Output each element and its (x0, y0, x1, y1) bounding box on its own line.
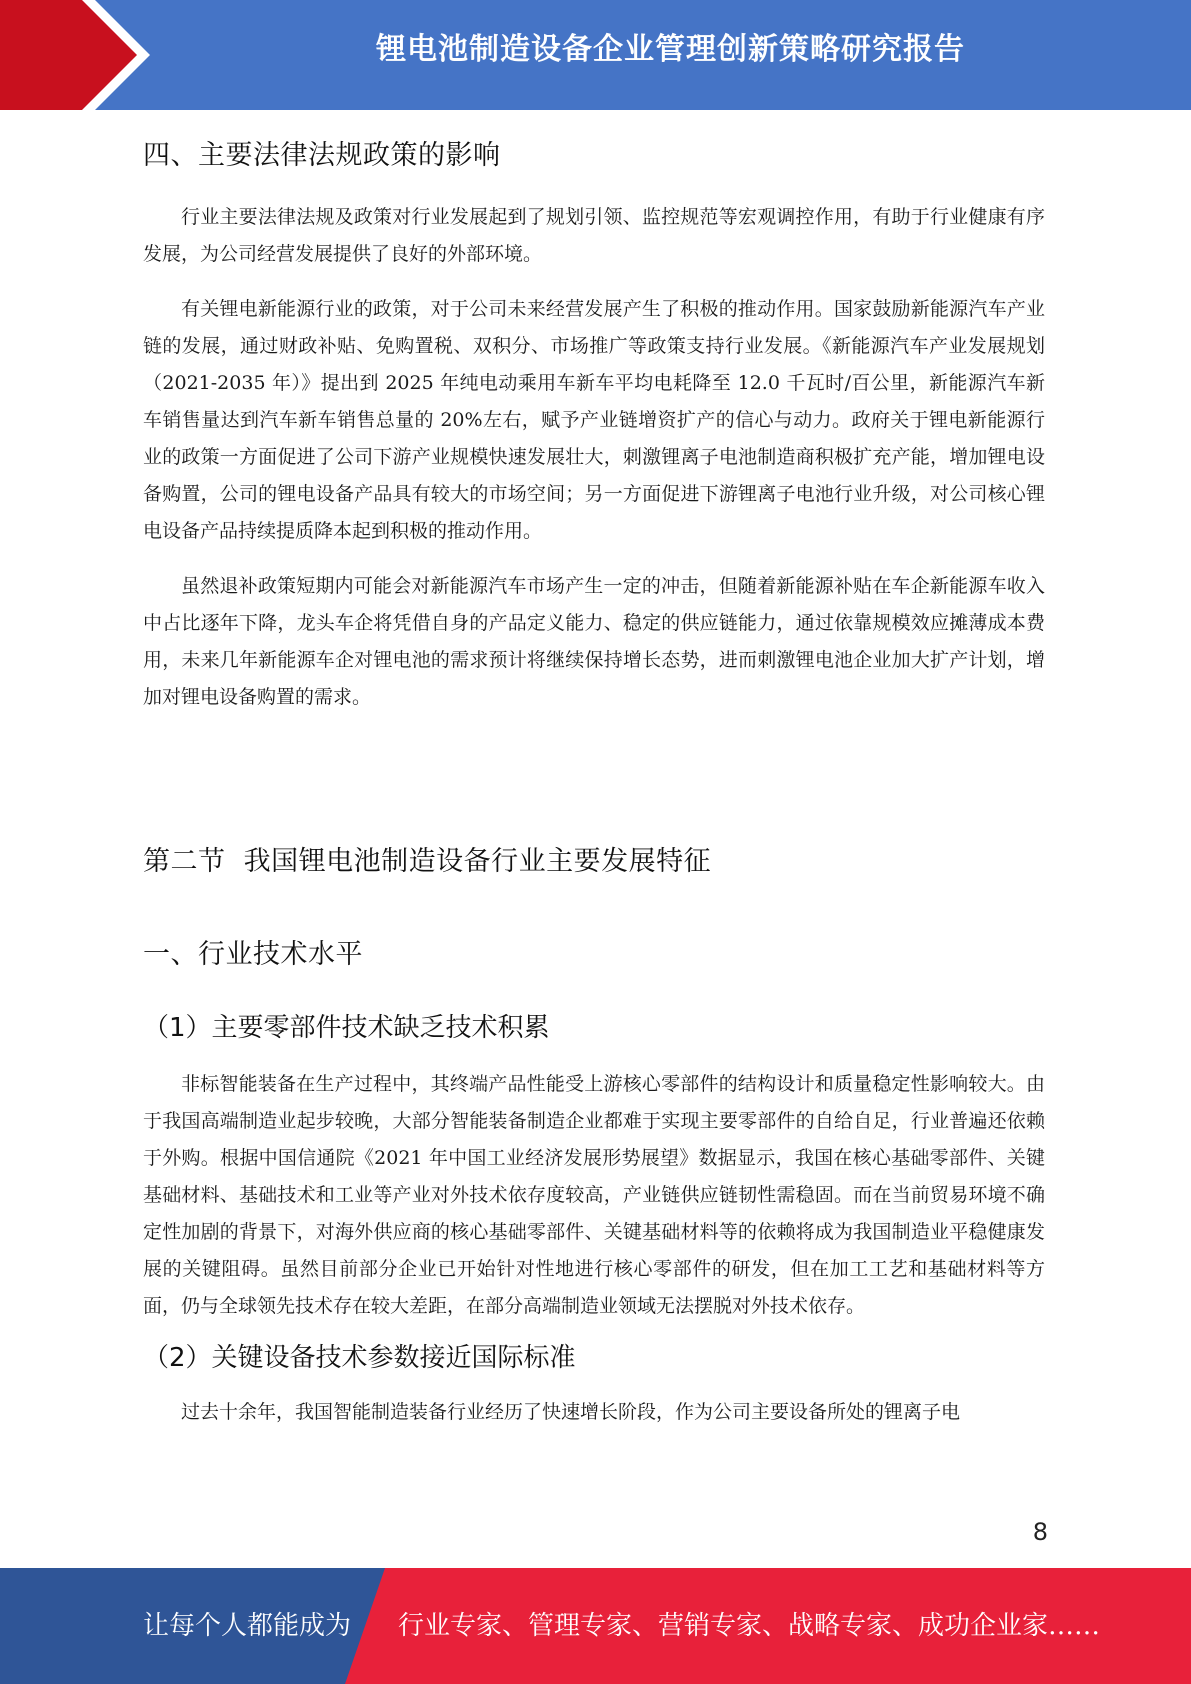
section-heading-tech-level: 一、行业技术水平 (143, 939, 363, 970)
paragraph: 行业主要法律法规及政策对行业发展起到了规划引领、监控规范等宏观调控作用，有助于行业健康有序发展，为公司经营发展提供了良好的外部环境。 (143, 206, 1045, 265)
report-title: 锂电池制造设备企业管理创新策略研究报告 (376, 32, 965, 67)
chapter-heading: 第二节 我国锂电池制造设备行业主要发展特征 (143, 846, 712, 877)
section-heading-policy-impact: 四、主要法律法规政策的影响 (143, 140, 501, 171)
paragraph: 非标智能装备在生产过程中，其终端产品性能受上游核心零部件的结构设计和质量稳定性影响较大。由于我国高端制造业起步较晚，大部分智能装备制造企业都难于实现主要零部件的自给自足，行业普遍还依赖于外购。根据中国信通院《2021 年中国工业经济发展形势展望》数据显示，我国在核心基础零部件、关键基础材料、基础技术和工业等产业对外技术依存度较高，产业链供应链韧性需稳固。而在当前贸易环境不确定性加剧的背景下，对海外供应商的核心基础零部件、关键基础材料等的依赖将成为我国制造业平稳健康发展的关键阻碍。虽然目前部分企业已开始针对性地进行核心零部件的研发，但在加工工艺和基础材料等方面，仍与全球领先技术存在较大差距，在部分高端制造业领域无法摆脱对外技术依存。 (143, 1073, 1045, 1317)
footer-slogan-left: 让每个人都能成为 (143, 1611, 352, 1641)
sub-heading-equipment-params: （2）关键设备技术参数接近国际标准 (143, 1343, 576, 1373)
sub-heading-components: （1）主要零部件技术缺乏技术积累 (143, 1013, 550, 1043)
page-footer-band (0, 1568, 1191, 1684)
paragraph: 有关锂电新能源行业的政策，对于公司未来经营发展产生了积极的推动作用。国家鼓励新能源汽车产业链的发展，通过财政补贴、免购置税、双积分、市场推广等政策支持行业发展。《新能源汽车产业发展规划（2021-2035 年）》提出到 2025 年纯电动乘用车新车平均电耗降至 12.0 千瓦时/百公里，新能源汽车新车销售量达到汽车新车销售总量的 20%左右，赋予产业链增资扩产的信心与动力。政府关于锂电新能源行业的政策一方面促进了公司下游产业规模快速发展壮大，刺激锂离子电池制造商积极扩充产能，增加锂电设备购置，公司的锂电设备产品具有较大的市场空间；另一方面促进下游锂离子电池行业升级，对公司核心锂电设备产品持续提质降本起到积极的推动作用。 (143, 298, 1045, 542)
page-header-band (0, 0, 1191, 110)
paragraph: 过去十余年，我国智能制造装备行业经历了快速增长阶段，作为公司主要设备所处的锂离子电 (181, 1401, 961, 1423)
document-body (143, 125, 1045, 1431)
header-chevron-icon (0, 0, 160, 110)
paragraph: 虽然退补政策短期内可能会对新能源汽车市场产生一定的冲击，但随着新能源补贴在车企新能源车收入中占比逐年下降，龙头车企将凭借自身的产品定义能力、稳定的供应链能力，通过依靠规模效应摊薄成本费用，未来几年新能源车企对锂电池的需求预计将继续保持增长态势，进而刺激锂电池企业加大扩产计划，增加对锂电设备购置的需求。 (143, 575, 1045, 708)
footer-slogan-right: 行业专家、管理专家、营销专家、战略专家、成功企业家…… (398, 1611, 1101, 1641)
page-number: 8 (1032, 1518, 1048, 1546)
